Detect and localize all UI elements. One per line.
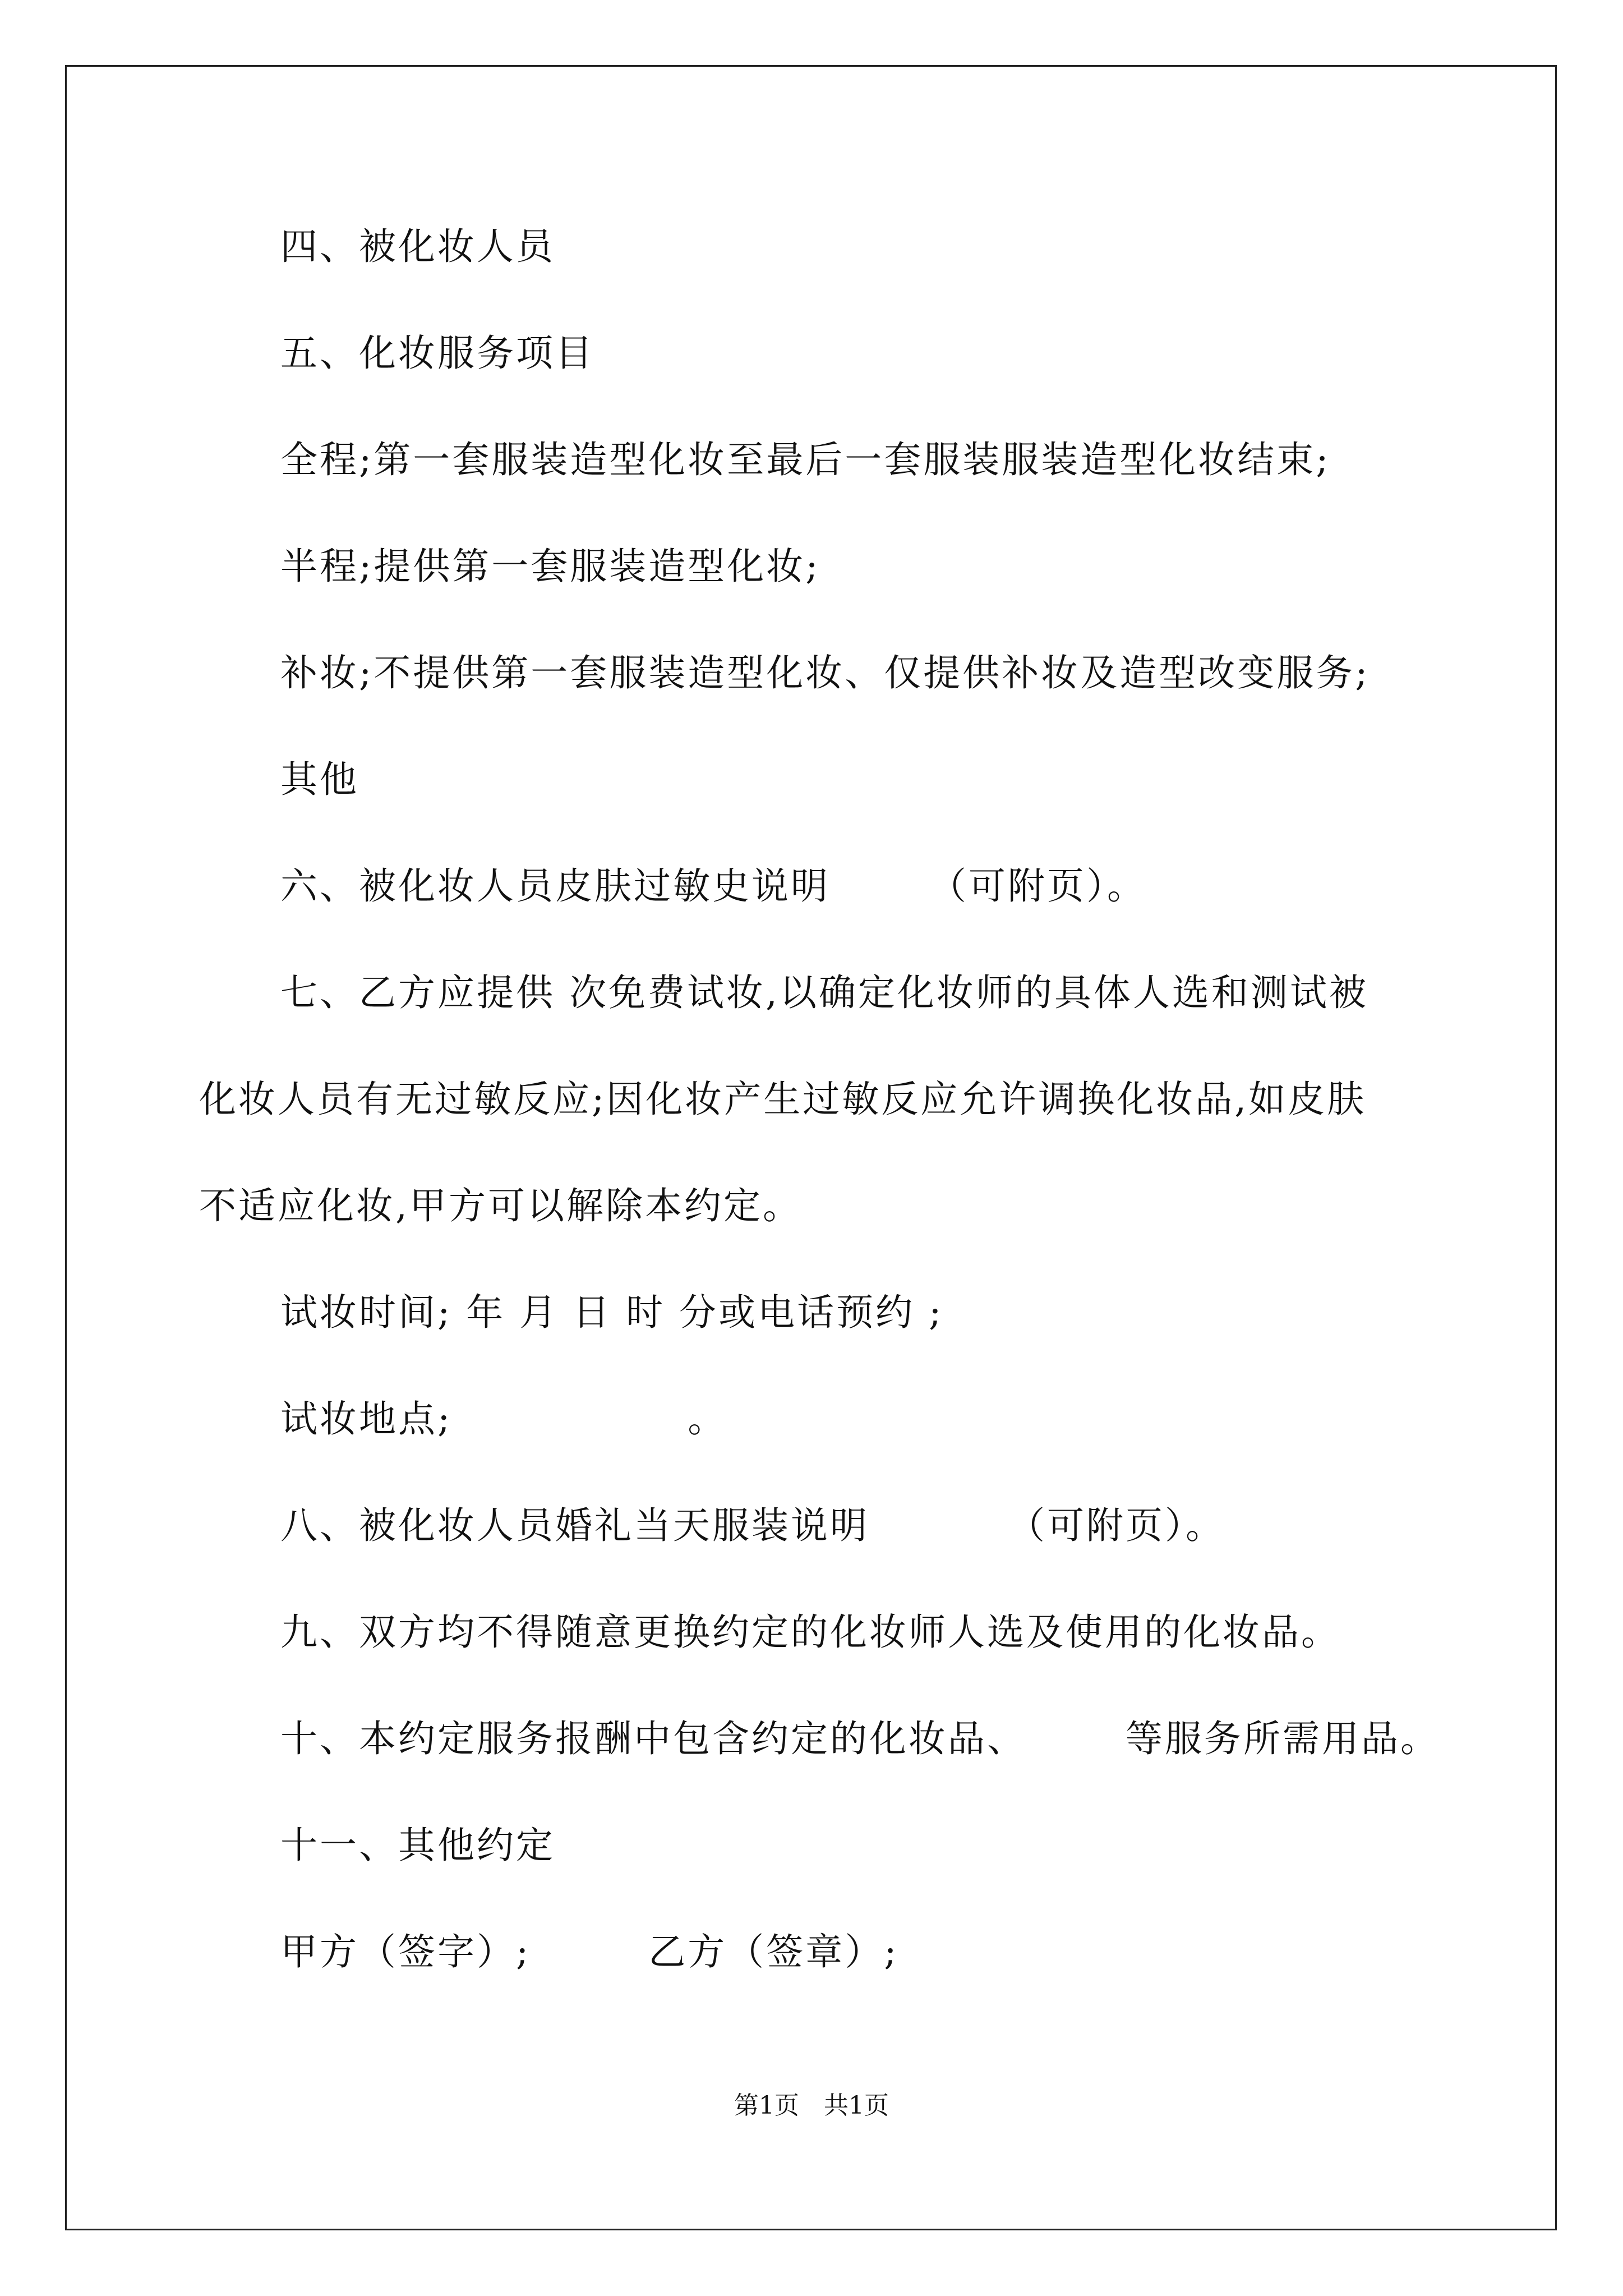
service-touchup-option: 补妆;不提供第一套服装造型化妆、仅提供补妆及造型改变服务;	[280, 651, 1370, 694]
section-nine-text: 九、双方均不得随意更换约定的化妆师人选及使用的化妆品。	[280, 1611, 1340, 1654]
page-number-footer: 第1页 共1页	[734, 2091, 889, 2120]
service-other-option: 其他	[280, 758, 359, 801]
section-seven-text-line3: 不适应化妆,甲方可以解除本约定。	[199, 1184, 802, 1227]
section-eleven-heading: 十一、其他约定	[280, 1824, 555, 1867]
section-six-text: 六、被化妆人员皮肤过敏史说明 （可附页）。	[280, 864, 1146, 908]
service-half-option: 半程;提供第一套服装造型化妆;	[280, 545, 820, 588]
section-seven-text-line1: 七、乙方应提供 次免费试妆,以确定化妆师的具体人选和测试被	[280, 971, 1368, 1014]
service-full-option: 全程;第一套服装造型化妆至最后一套服装服装造型化妆结束;	[280, 438, 1331, 481]
section-eight-text: 八、被化妆人员婚礼当天服装说明 （可附页）。	[280, 1504, 1225, 1547]
section-five-heading: 五、化妆服务项目	[280, 332, 594, 375]
signature-line: 甲方（签字）; 乙方（签章）;	[280, 1930, 899, 1973]
page-border	[65, 65, 1557, 2230]
section-ten-text: 十、本约定服务报酬中包含约定的化妆品、 等服务所需用品。	[280, 1717, 1440, 1760]
trial-location-line: 试妆地点; 。	[280, 1397, 727, 1441]
trial-time-line: 试妆时间; 年 月 日 时 分或电话预约 ;	[280, 1291, 944, 1334]
section-four-heading: 四、被化妆人员	[280, 225, 555, 268]
section-seven-text-line2: 化妆人员有无过敏反应;因化妆产生过敏反应允许调换化妆品,如皮肤	[199, 1078, 1367, 1121]
